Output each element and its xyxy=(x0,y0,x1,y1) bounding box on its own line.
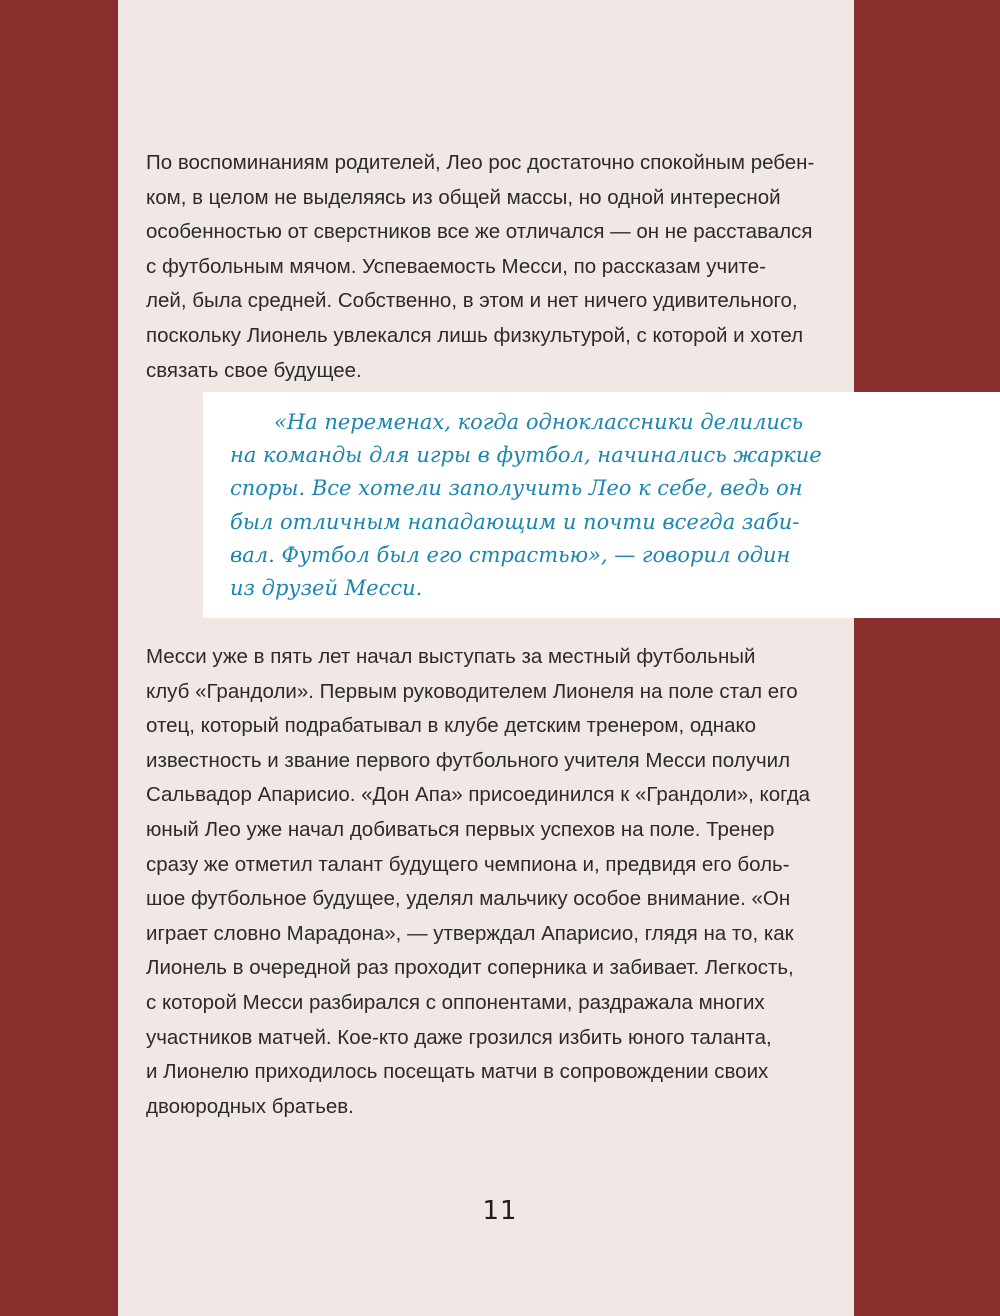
text-line: известность и звание первого футбольного учителя Месси получил xyxy=(146,748,791,772)
text-line: лей, была средней. Собственно, в этом и нет ничего удивительного, xyxy=(146,289,798,313)
quote-line: споры. Все хотели заполучить Лео к себе, ведь он xyxy=(230,476,803,501)
text-line: шое футбольное будущее, уделял мальчику особое внимание. «Он xyxy=(146,887,791,911)
pull-quote xyxy=(230,406,826,605)
text-line: и Лионелю приходилось посещать матчи в сопровождении своих xyxy=(146,1060,769,1084)
text-line: особенностью от сверстников все же отличался — он не расставался xyxy=(146,220,813,244)
text-line: отец, который подрабатывал в клубе детским тренером, однако xyxy=(146,714,757,738)
paragraph-1 xyxy=(146,146,826,388)
quote-line: был отличным нападающим и почти всегда заби- xyxy=(230,509,800,534)
text-line: с которой Месси разбирался с оппонентами, раздражала многих xyxy=(146,990,765,1014)
text-line: ком, в целом не выделяясь из общей массы, но одной интересной xyxy=(146,185,781,209)
text-line: двоюродных братьев. xyxy=(146,1094,354,1118)
text-line: связать свое будущее. xyxy=(146,358,362,382)
quote-line: на команды для игры в футбол, начинались жаркие xyxy=(230,443,822,468)
text-line: По воспоминаниям родителей, Лео рос достаточно спокойным ребен- xyxy=(146,151,815,174)
text-line: Лионель в очередной раз проходит соперника и забивает. Легкость, xyxy=(146,956,794,980)
text-line: играет словно Марадона», — утверждал Апарисио, глядя на то, как xyxy=(146,921,794,945)
text-line: Сальвадор Апарисио. «Дон Апа» присоединился к «Грандоли», когда xyxy=(146,783,811,807)
quote-line: «На переменах, когда одноклассники делились xyxy=(274,410,804,434)
page-number: 11 xyxy=(482,1196,518,1226)
quote-line: вал. Футбол был его страстью», — говорил один xyxy=(230,542,791,567)
text-line: клуб «Грандоли». Первым руководителем Лионеля на поле стал его xyxy=(146,679,798,703)
text-line: с футбольным мячом. Успеваемость Месси, по рассказам учите- xyxy=(146,254,767,278)
text-line: участников матчей. Кое-кто даже грозился избить юного таланта, xyxy=(146,1025,772,1049)
paragraph-2 xyxy=(146,640,826,1124)
text-line: юный Лео уже начал добиваться первых успехов на поле. Тренер xyxy=(146,817,775,841)
text-line: сразу же отметил талант будущего чемпиона и, предвидя его боль- xyxy=(146,852,790,876)
text-line: Месси уже в пять лет начал выступать за местный футбольный xyxy=(146,645,756,668)
text-line: поскольку Лионель увлекался лишь физкультурой, с которой и хотел xyxy=(146,323,804,347)
quote-line: из друзей Месси. xyxy=(230,576,423,601)
